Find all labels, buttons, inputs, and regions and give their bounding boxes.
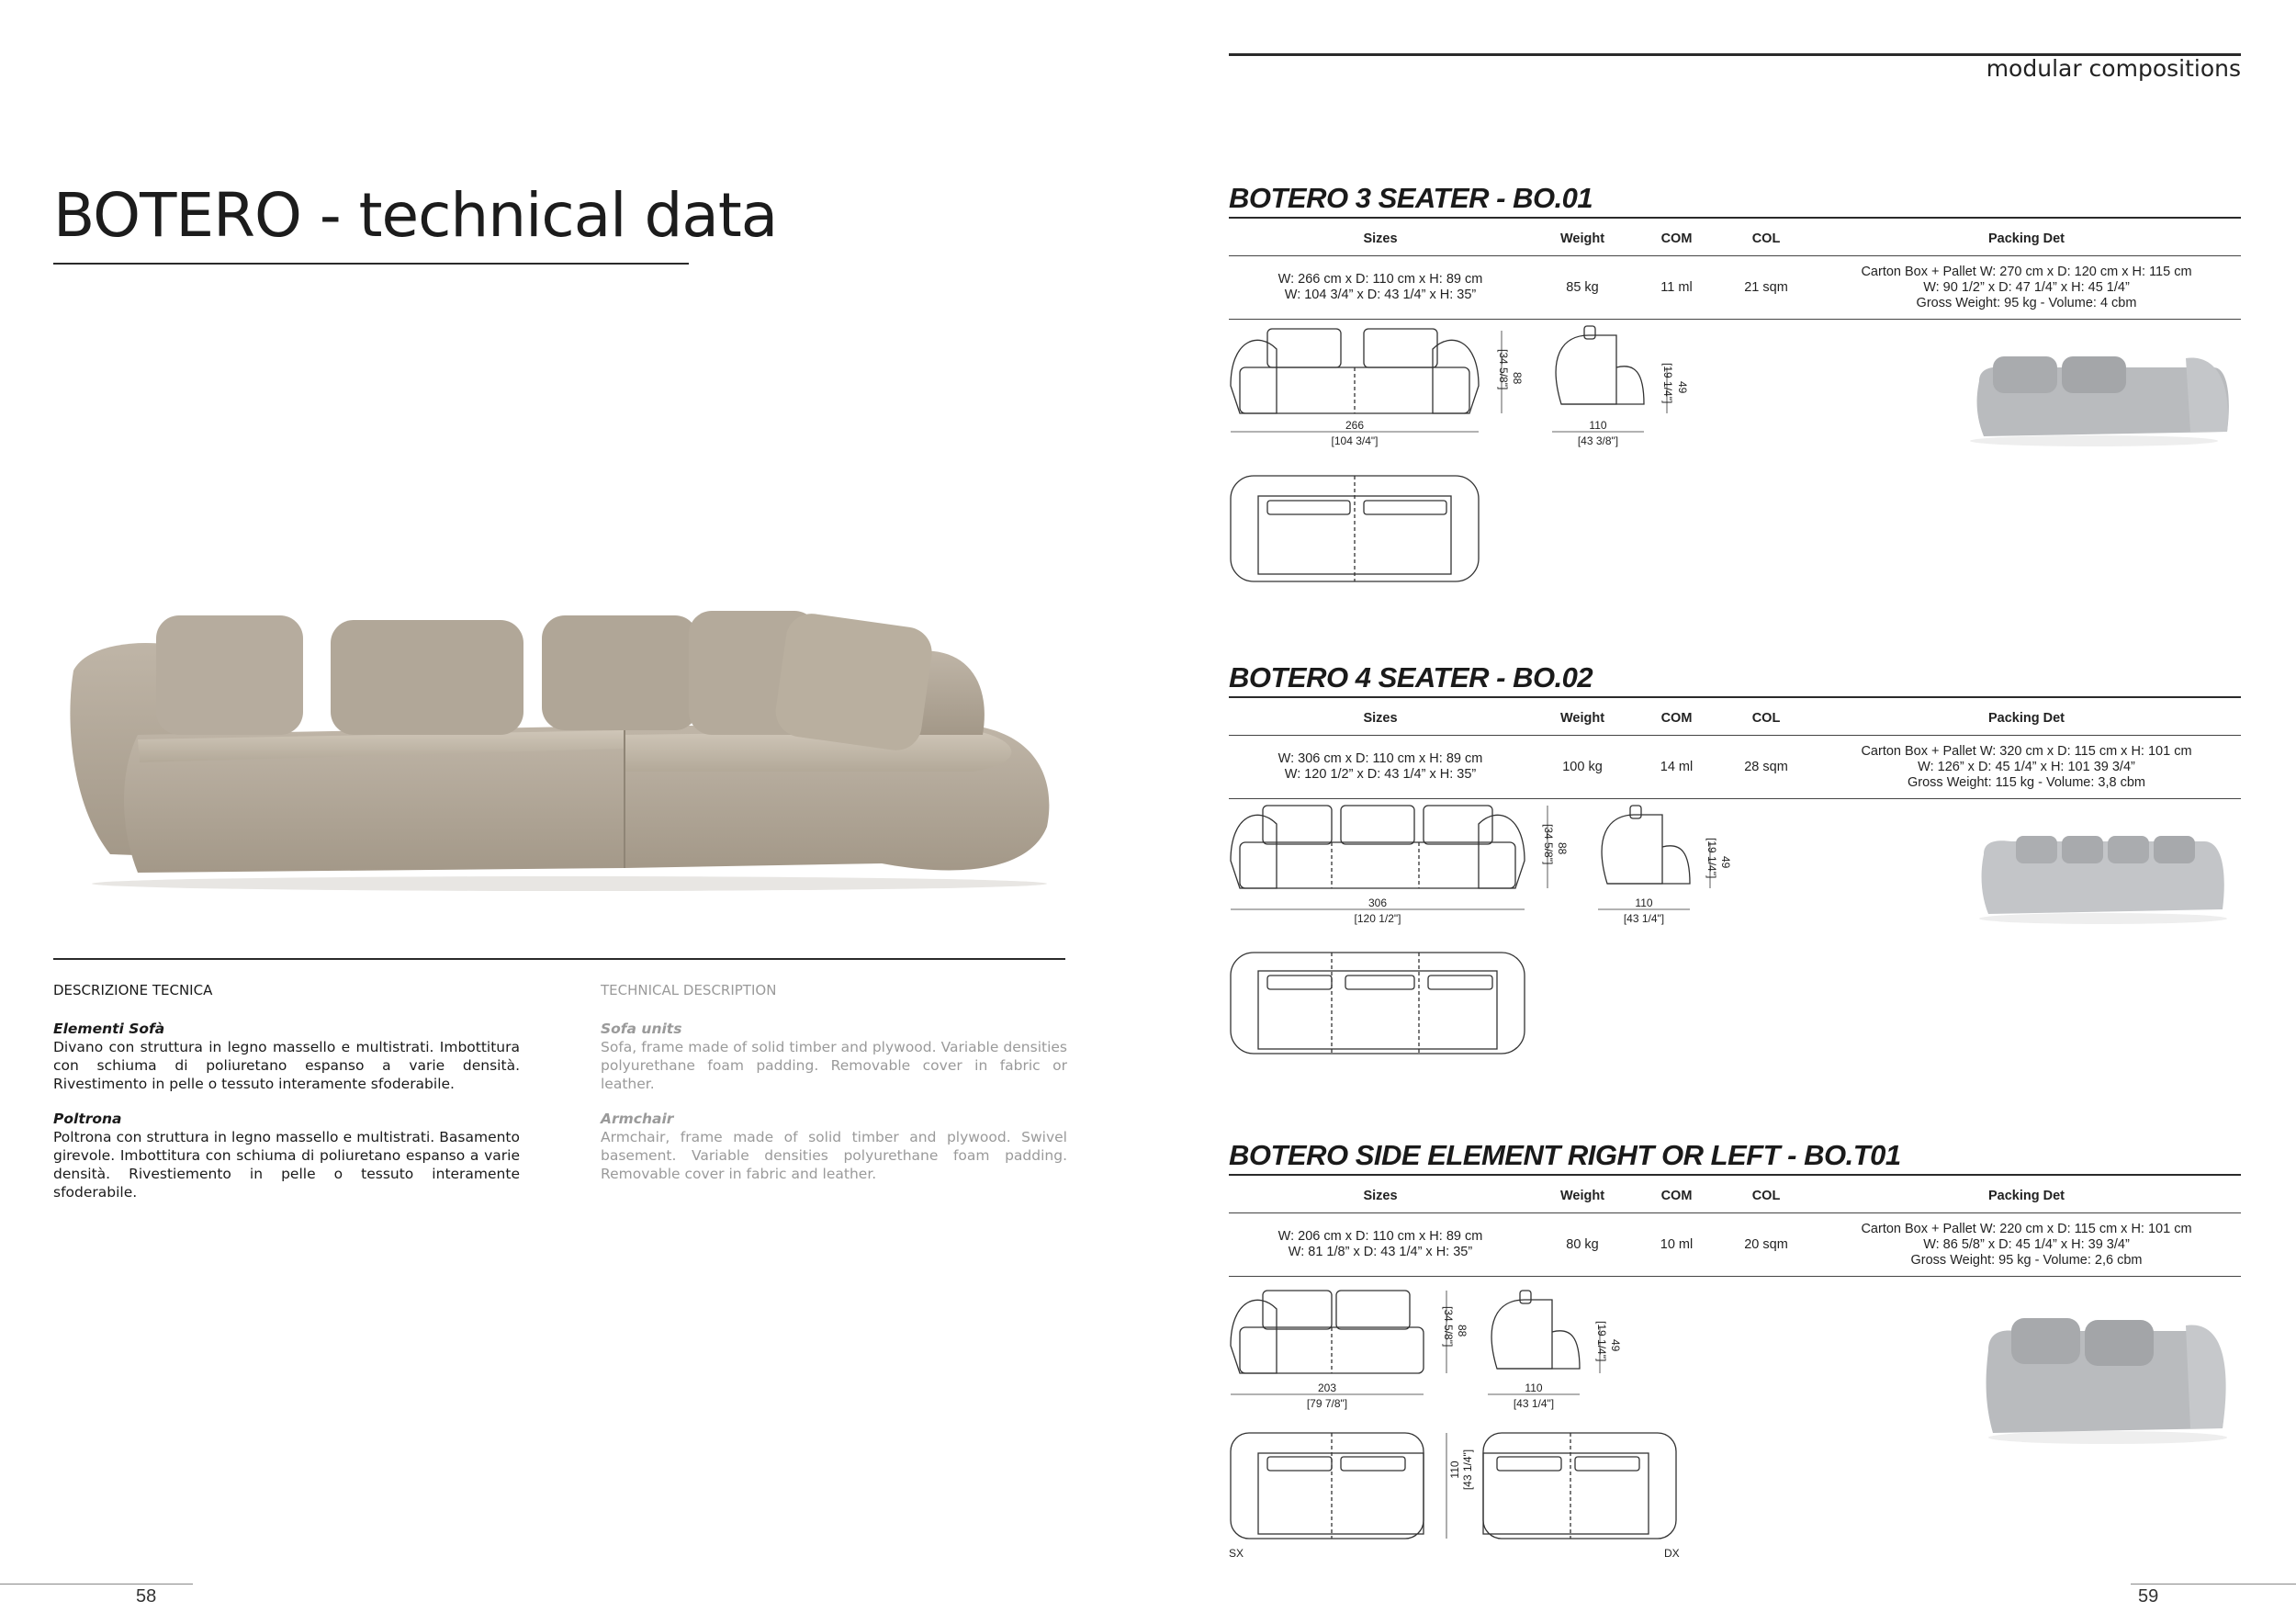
- header-packing: Packing Det: [1812, 1179, 2241, 1213]
- dim-width: 266: [1345, 419, 1365, 432]
- cell-com: 10 ml: [1633, 1213, 1720, 1277]
- dim-width-in: [79 7/8"]: [1306, 1397, 1348, 1410]
- page-title: BOTERO - technical data: [53, 180, 778, 251]
- packing-line1: Carton Box + Pallet W: 270 cm x D: 120 cm x H: 115 cm: [1861, 264, 2192, 279]
- dim-height: 88: [1556, 842, 1569, 855]
- description-en-sub1-title: Sofa units: [601, 1021, 682, 1037]
- cell-sizes: [1229, 736, 1532, 799]
- header-com: COM: [1633, 702, 1720, 736]
- dim-width-in: [104 3/4"]: [1331, 434, 1379, 447]
- dim-plan-depth-in: [43 1/4"]: [1461, 1449, 1474, 1491]
- dim-depth-in: [43 1/4"]: [1513, 1397, 1555, 1410]
- spec-data-row: [1229, 1213, 2241, 1277]
- header-com: COM: [1633, 222, 1720, 256]
- description-en-heading: TECHNICAL DESCRIPTION: [601, 982, 777, 998]
- description-it-sub1-text: Divano con struttura in legno massello e multistrati. Imbottitura con schiuma di poliuretano espanso a varie densità. Rivestimento in pelle o tessuto interamente sfoderabile.: [53, 1039, 520, 1092]
- dim-height-in: [34 5/8"]: [1497, 349, 1510, 390]
- dim-depth: 110: [1525, 1382, 1543, 1394]
- dim-depth: 110: [1635, 897, 1653, 909]
- description-en-sub2-title: Armchair: [601, 1111, 674, 1127]
- dim-height: 88: [1456, 1325, 1469, 1337]
- dim-depth-in: [43 1/4"]: [1623, 912, 1665, 925]
- cell-sizes: [1229, 256, 1532, 320]
- spec-data-row: [1229, 256, 2241, 320]
- cell-col: 21 sqm: [1720, 256, 1812, 320]
- header-weight: Weight: [1532, 222, 1633, 256]
- cell-weight: 80 kg: [1532, 1213, 1633, 1277]
- header-sizes: Sizes: [1229, 1179, 1532, 1213]
- description-en-sub2-text: Armchair, frame made of solid timber and plywood. Swivel basement. Variable densities polyurethane foam padding. Removable cover in fabric and leather.: [601, 1129, 1067, 1182]
- product-title-bo01: BOTERO 3 SEATER - BO.01: [1229, 182, 1593, 214]
- packing-line1: Carton Box + Pallet W: 320 cm x D: 115 cm x H: 101 cm: [1861, 743, 2192, 759]
- dim-width: 203: [1317, 1382, 1337, 1394]
- sizes-in: W: 81 1/8” x D: 43 1/4” x H: 35”: [1288, 1245, 1473, 1259]
- cell-col: 20 sqm: [1720, 1213, 1812, 1277]
- cell-packing: [1812, 1213, 2241, 1277]
- sizes-cm: W: 266 cm x D: 110 cm x H: 89 cm: [1277, 272, 1483, 287]
- sizes-in: W: 104 3/4” x D: 43 1/4” x H: 35”: [1284, 288, 1477, 302]
- dim-seat: 49: [1719, 856, 1732, 869]
- packing-line1: Carton Box + Pallet W: 220 cm x D: 115 cm x H: 101 cm: [1861, 1221, 2192, 1236]
- description-italian: [53, 981, 520, 1201]
- header-sizes: Sizes: [1229, 702, 1532, 736]
- dim-height-in: [34 5/8"]: [1442, 1306, 1455, 1348]
- description-it-sub2-text: Poltrona con struttura in legno massello e multistrati. Basamento girevole. Imbottitura con schiuma di poliuretano espanso a varie densità. Rivestiemento in pelle o tessuto interamente sfoderabile.: [53, 1129, 520, 1201]
- header-sizes: Sizes: [1229, 222, 1532, 256]
- packing-line2: W: 126” x D: 45 1/4” x H: 101 39 3/4”: [1918, 759, 2135, 774]
- header-col: COL: [1720, 222, 1812, 256]
- header-weight: Weight: [1532, 702, 1633, 736]
- dim-seat: 49: [1676, 381, 1689, 394]
- packing-line3: Gross Weight: 115 kg - Volume: 3,8 cbm: [1908, 774, 2145, 790]
- spec-header-row: [1229, 1179, 2241, 1213]
- cell-col: 28 sqm: [1720, 736, 1812, 799]
- spec-header-row: [1229, 222, 2241, 256]
- cell-sizes: [1229, 1213, 1532, 1277]
- dim-seat: 49: [1609, 1339, 1622, 1352]
- cell-packing: [1812, 256, 2241, 320]
- packing-line3: Gross Weight: 95 kg - Volume: 2,6 cbm: [1910, 1252, 2143, 1268]
- label-sx: SX: [1229, 1547, 1244, 1560]
- sizes-cm: W: 206 cm x D: 110 cm x H: 89 cm: [1277, 1229, 1483, 1244]
- header-packing: Packing Det: [1812, 222, 2241, 256]
- page-number-right: 59: [2138, 1586, 2159, 1607]
- description-divider: [53, 958, 1065, 960]
- title-divider: [53, 263, 689, 265]
- product-divider-bo02: [1229, 696, 2241, 698]
- label-dx: DX: [1664, 1547, 1680, 1560]
- dim-depth: 110: [1589, 419, 1607, 432]
- cell-com: 11 ml: [1633, 256, 1720, 320]
- footer-rule-left: [0, 1584, 193, 1585]
- dim-height-in: [34 5/8"]: [1542, 824, 1555, 865]
- product-divider-bot01: [1229, 1174, 2241, 1176]
- header-packing: Packing Det: [1812, 702, 2241, 736]
- cell-com: 14 ml: [1633, 736, 1720, 799]
- render-bo02: [1975, 827, 2232, 928]
- cell-weight: 85 kg: [1532, 256, 1633, 320]
- dim-seat-in: [19 1/4"]: [1595, 1321, 1608, 1362]
- cell-packing: [1812, 736, 2241, 799]
- dim-seat-in: [19 1/4"]: [1705, 838, 1718, 879]
- dim-height: 88: [1511, 372, 1524, 385]
- drawing-bo02: [1221, 801, 1736, 1067]
- spec-table-bo01: [1229, 222, 2241, 320]
- drawing-bot01: [1221, 1286, 1736, 1566]
- corner-sofa-image: [55, 588, 1065, 891]
- dim-depth-in: [43 3/8"]: [1577, 434, 1619, 447]
- footer-rule-right: [2131, 1584, 2296, 1585]
- product-title-bot01: BOTERO SIDE ELEMENT RIGHT OR LEFT - BO.T01: [1229, 1139, 1901, 1171]
- header-com: COM: [1633, 1179, 1720, 1213]
- dim-width-in: [120 1/2"]: [1354, 912, 1401, 925]
- dim-seat-in: [19 1/4"]: [1661, 363, 1674, 404]
- drawing-bo01: [1221, 321, 1736, 597]
- render-bo01: [1965, 349, 2232, 450]
- cell-weight: 100 kg: [1532, 736, 1633, 799]
- description-english: [601, 981, 1067, 1183]
- description-it-sub2-title: Poltrona: [53, 1111, 122, 1127]
- header-col: COL: [1720, 1179, 1812, 1213]
- sizes-in: W: 120 1/2” x D: 43 1/4” x H: 35”: [1284, 767, 1477, 782]
- spec-table-bot01: [1229, 1179, 2241, 1277]
- spec-data-row: [1229, 736, 2241, 799]
- page-number-left: 58: [136, 1586, 157, 1607]
- packing-line3: Gross Weight: 95 kg - Volume: 4 cbm: [1916, 295, 2137, 310]
- description-en-sub1-text: Sofa, frame made of solid timber and plywood. Variable densities polyurethane foam padding. Removable cover in fabric or leather.: [601, 1039, 1067, 1092]
- spec-header-row: [1229, 702, 2241, 736]
- packing-line2: W: 90 1/2” x D: 47 1/4” x H: 45 1/4”: [1923, 279, 2130, 295]
- header-weight: Weight: [1532, 1179, 1633, 1213]
- spec-table-bo02: [1229, 702, 2241, 799]
- dim-plan-depth: 110: [1448, 1460, 1461, 1479]
- product-title-bo02: BOTERO 4 SEATER - BO.02: [1229, 661, 1593, 694]
- header-col: COL: [1720, 702, 1812, 736]
- description-it-sub1-title: Elementi Sofà: [53, 1021, 165, 1037]
- render-bot01: [1979, 1309, 2232, 1447]
- section-tag: modular compositions: [1986, 55, 2241, 82]
- description-it-heading: DESCRIZIONE TECNICA: [53, 982, 213, 998]
- packing-line2: W: 86 5/8” x D: 45 1/4” x H: 39 3/4”: [1923, 1236, 2130, 1252]
- sizes-cm: W: 306 cm x D: 110 cm x H: 89 cm: [1277, 751, 1483, 766]
- dim-width: 306: [1367, 897, 1388, 909]
- product-divider-bo01: [1229, 217, 2241, 219]
